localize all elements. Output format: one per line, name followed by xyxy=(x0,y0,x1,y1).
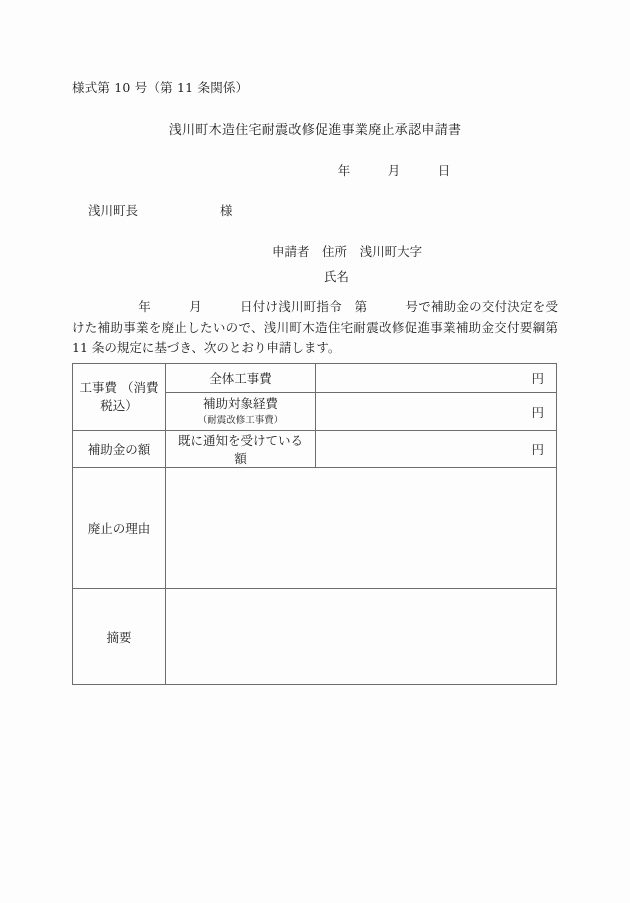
addressee-block xyxy=(88,201,233,219)
table-row xyxy=(73,364,557,393)
date-line: 年 月 日 xyxy=(337,163,451,178)
currency-unit: 円 xyxy=(531,371,544,386)
row-header-label: 摘要 xyxy=(106,629,132,645)
document-title: 浅川町木造住宅耐震改修促進事業廃止承認申請書 xyxy=(168,123,462,138)
body-line-2: 補助事業を廃止したいので、浅川町木造住宅耐震改修促進事業補助金交付要綱第 11 条 xyxy=(72,319,558,355)
addressee-name: 浅川町長 xyxy=(88,203,139,218)
value-cell-subsidy-target-expense[interactable] xyxy=(316,393,557,431)
body-paragraph xyxy=(72,297,558,359)
form-number: 様式第 10 号（第 11 条関係） xyxy=(72,80,249,95)
row-item-subsidy-target-expense xyxy=(166,393,316,431)
row-item-label: 既に通知を受けている額 xyxy=(177,433,303,466)
applicant-name-label: 氏名 xyxy=(324,269,350,284)
row-header-label: 工事費 xyxy=(79,380,117,395)
table-row xyxy=(73,431,557,468)
row-header-sublabel: （消費税込） xyxy=(100,380,159,413)
body-line-1: 年 月 日付け浅川町指令 第 号で補助金の交付決定を受けた xyxy=(72,299,558,335)
row-header-label: 廃止の理由 xyxy=(87,521,151,536)
applicant-address-value: 浅川町大字 xyxy=(359,244,423,259)
body-line-3: の規定に基づき、次のとおり申請します。 xyxy=(104,340,341,355)
applicant-label: 申請者 xyxy=(272,244,310,259)
currency-unit: 円 xyxy=(531,442,544,457)
row-item-total-construction-cost xyxy=(166,364,316,393)
row-item-label: 全体工事費 xyxy=(209,371,272,386)
currency-unit: 円 xyxy=(531,404,544,420)
table-row xyxy=(73,589,557,685)
row-item-label: 補助対象経費 xyxy=(202,395,278,411)
value-cell-already-notified-amount[interactable] xyxy=(316,431,557,468)
application-details-table xyxy=(72,363,557,685)
row-header-construction-cost xyxy=(73,364,166,431)
value-cell-remarks[interactable] xyxy=(166,589,557,685)
row-item-already-notified-amount xyxy=(166,431,316,468)
applicant-block xyxy=(272,239,422,289)
value-cell-reason-for-abolition[interactable] xyxy=(166,468,557,589)
value-cell-total-construction-cost[interactable] xyxy=(316,364,557,393)
table-row xyxy=(73,468,557,589)
row-item-sublabel: （耐震改修工事費） xyxy=(197,414,284,426)
row-header-reason-for-abolition xyxy=(73,468,166,589)
addressee-honorific: 様 xyxy=(220,203,233,218)
applicant-address-label: 住所 xyxy=(322,244,348,259)
row-header-remarks xyxy=(73,589,166,685)
row-header-label: 補助金の額 xyxy=(87,442,151,457)
row-header-subsidy-amount xyxy=(73,431,166,468)
